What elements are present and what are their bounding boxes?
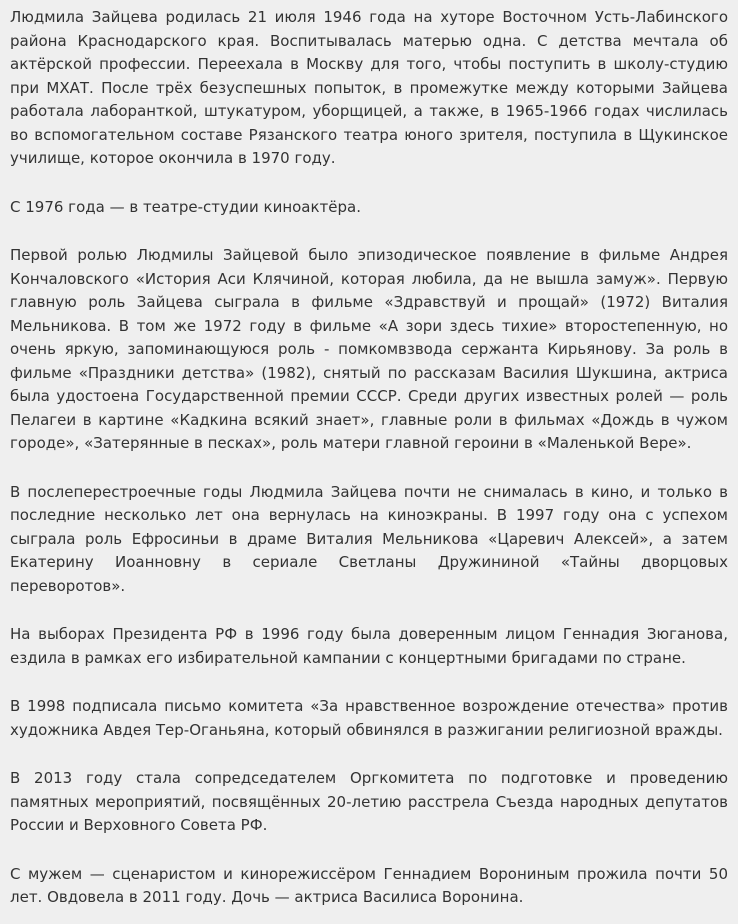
paragraph-committee-2013: В 2013 году стала сопредседателем Оргкомитета по подготовке и проведению памятных мероприятий, посвящённых 20-летию расстрела Съезда народных депутатов России и Верховного Совета РФ. [10,769,728,834]
paragraph-family: С мужем — сценаристом и кинорежиссёром Геннадием Ворониным прожила почти 50 лет. Овдовела в 2011 году. Дочь — актриса Василиса Воронина. [10,864,728,906]
paragraph-birth-education: Людмила Зайцева родилась 21 июля 1946 года на хуторе Восточном Усть-Лабинского района Краснодарского края. Воспитывалась матерью одна. С детства мечтала об актёрской профессии. Переехала в Москву для того, чтобы поступить в школу-студию при МХАТ. После трёх безуспешных попыток, в промежутке между которыми Зайцева работала лаборанткой, штукатуром, уборщицей, а также, в 1965-1966 годах числилась во вспомогательном составе Рязанского театра юного зрителя, поступила в Щукинское училище, которое окончила в 1970 году. [10,8,728,167]
paragraph-post-perestroika: В послеперестроечные годы Людмила Зайцева почти не снималась в кино, и только в последние несколько лет она вернулась на киноэкраны. В 1997 году она с успехом сыграла роль Ефросиньи в драме Виталия Мельникова «Царевич Алексей», а затем Екатерину Иоанновну в сериале Светланы Дружининой «Тайны дворцовых переворотов». [10,482,728,595]
paragraph-theatre-studio: С 1976 года — в театре-студии киноактёра. [10,197,361,216]
paragraph-film-roles: Первой ролью Людмилы Зайцевой было эпизодическое появление в фильме Андрея Кончаловского «История Аси Клячиной, которая любила, да не вышла замуж». Первую главную роль Зайцева сыграла в фильме «Здравствуй и прощай» (1972) Виталия Мельникова. В том же 1972 году в фильме «А зори здесь тихие» второстепенную, но очень яркую, запоминающуюся роль - помкомвзвода сержанта Кирьянову. За роль в фильме «Праздники детства» (1982), снятый по рассказам Василия Шукшина, актриса была удостоена Государственной премии СССР. Среди других известных ролей — роль Пелагеи в картине «Кадкина всякий знает», главные роли в фильмах «Дождь в чужом городе», «Затерянные в песках», роль матери главной героини в «Маленькой Вере». [10,246,728,452]
paragraph-elections-1996: На выборах Президента РФ в 1996 году была доверенным лицом Геннадия Зюганова, ездила в рамках его избирательной кампании с концертными бригадами по стране. [10,625,728,667]
paragraph-letter-1998: В 1998 подписала письмо комитета «За нравственное возрождение отечества» против художника Авдея Тер-Оганьяна, который обвинялся в разжигании религиозной вражды. [10,697,728,739]
